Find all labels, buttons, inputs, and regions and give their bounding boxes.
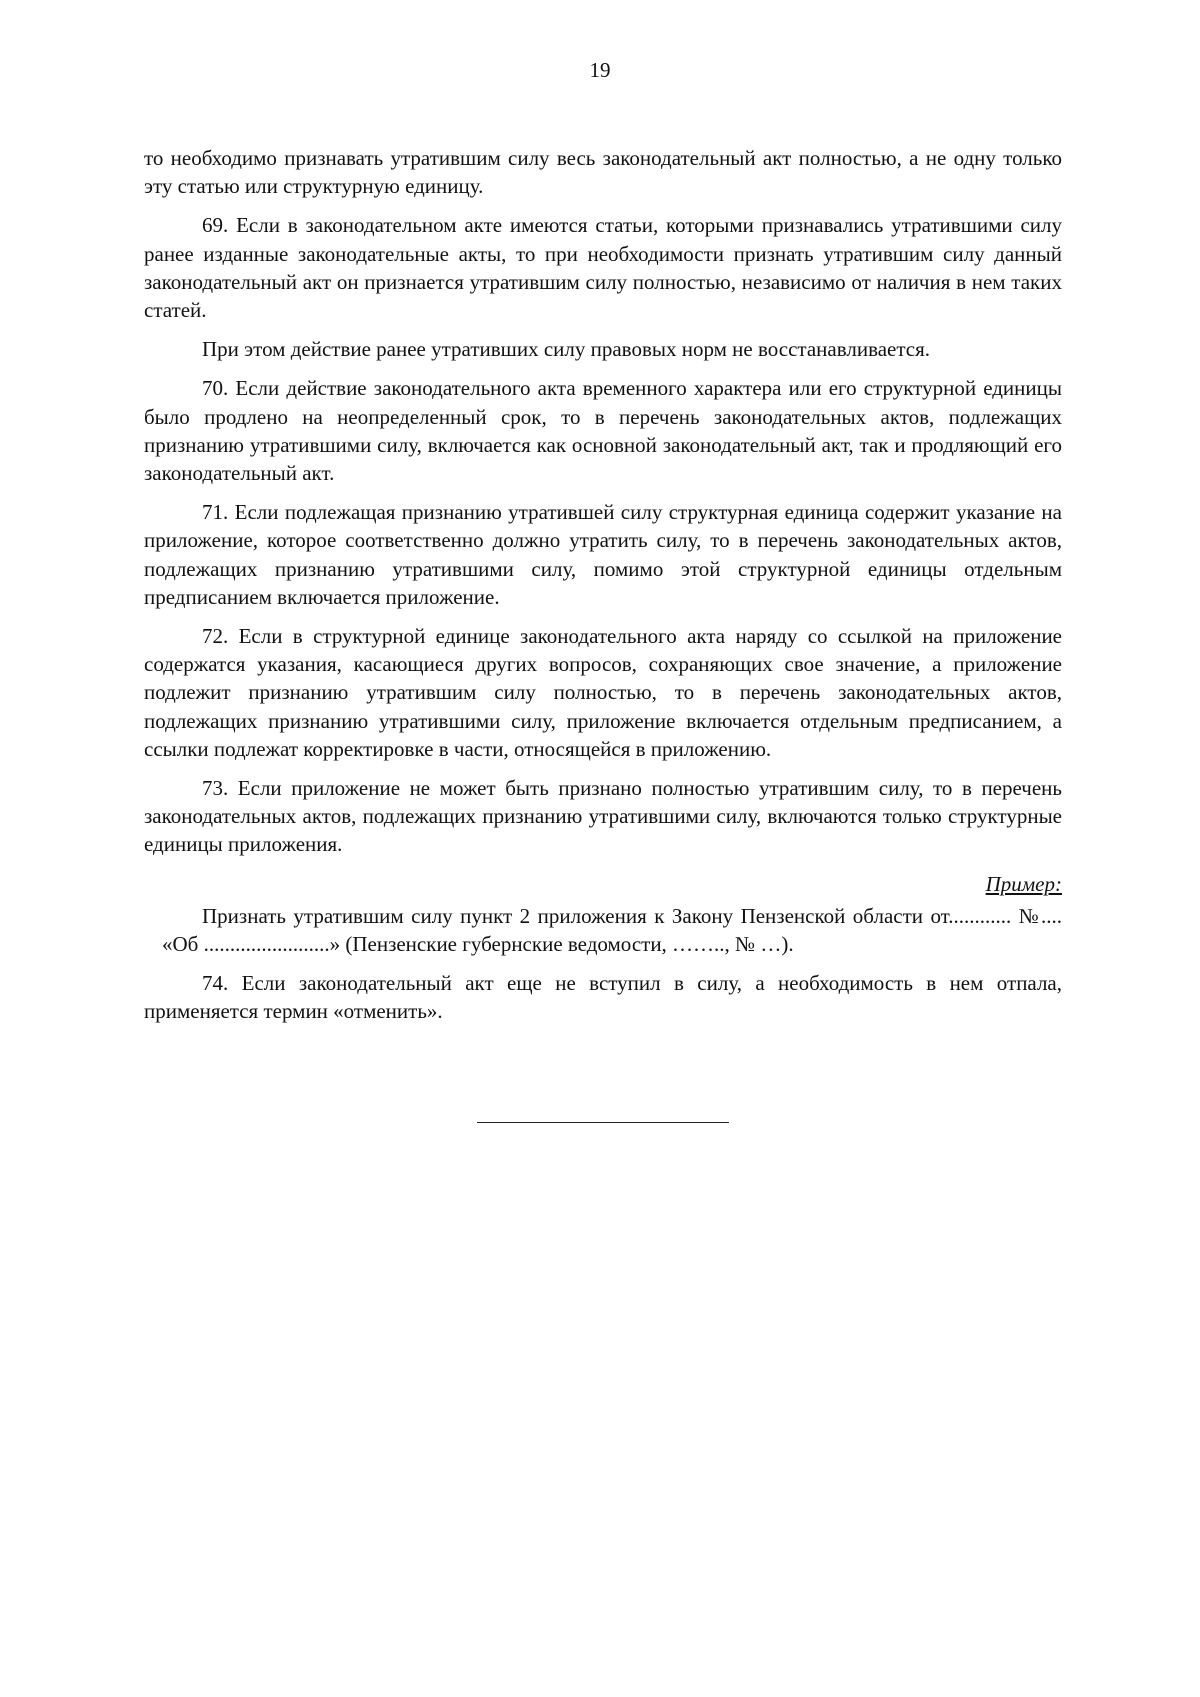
- document-body: [144, 144, 1062, 1037]
- end-divider-line: [477, 1122, 729, 1123]
- paragraph-71: 71. Если подлежащая признанию утратившей силу структурная единица содержит указание на приложение, которое соответственно должно утратить силу, то в перечень законодательных актов, подлежащих признанию утратившими силу, помимо этой структурной единицы отдельным предписанием включается приложение.: [144, 500, 1062, 609]
- paragraph-69-note: При этом действие ранее утративших силу правовых норм не восстанавливается.: [202, 337, 931, 362]
- example-text: Признать утратившим силу пункт 2 приложения к Закону Пензенской области от............ №.... «Об ........................» (Пензенские губернские ведомости, …….., № …).: [162, 903, 1062, 957]
- paragraph-73: 73. Если приложение не может быть признано полностью утратившим силу, то в перечень законодательных актов, подлежащих признанию утратившими силу, включаются только структурные единицы приложения.: [144, 776, 1062, 857]
- paragraph-70: 70. Если действие законодательного акта временного характера или его структурной единицы было продлено на неопределенный срок, то в перечень законодательных актов, подлежащих признанию утратившими силу, включается как основной законодательный акт, так и продляющий его законодательный акт.: [144, 376, 1062, 486]
- paragraph-continuation: то необходимо признавать утратившим силу весь законодательный акт полностью, а не одну только эту статью или структурную единицу.: [144, 146, 1062, 199]
- paragraph-72: 72. Если в структурной единице законодательного акта наряду со ссылкой на приложение содержатся указания, касающиеся других вопросов, сохраняющих свое значение, а приложение подлежит признанию утратившим силу полностью, то в перечень законодательных актов, подлежащих признанию утратившими силу, приложение включается отдельным предписанием, а ссылки подлежат корректировке в части, относящейся в приложению.: [144, 624, 1062, 761]
- page-number: 19: [589, 58, 611, 82]
- paragraph-69: 69. Если в законодательном акте имеются статьи, которыми признавались утратившими силу ранее изданные законодательные акты, то при необходимости признать утратившим силу данный законодательный акт он признается утратившим силу полностью, независимо от наличия в нем таких статей.: [144, 213, 1062, 323]
- example-label: Пример:: [985, 871, 1062, 896]
- paragraph-74: 74. Если законодательный акт еще не вступил в силу, а необходимость в нем отпала, применяется термин «отменить».: [144, 971, 1062, 1024]
